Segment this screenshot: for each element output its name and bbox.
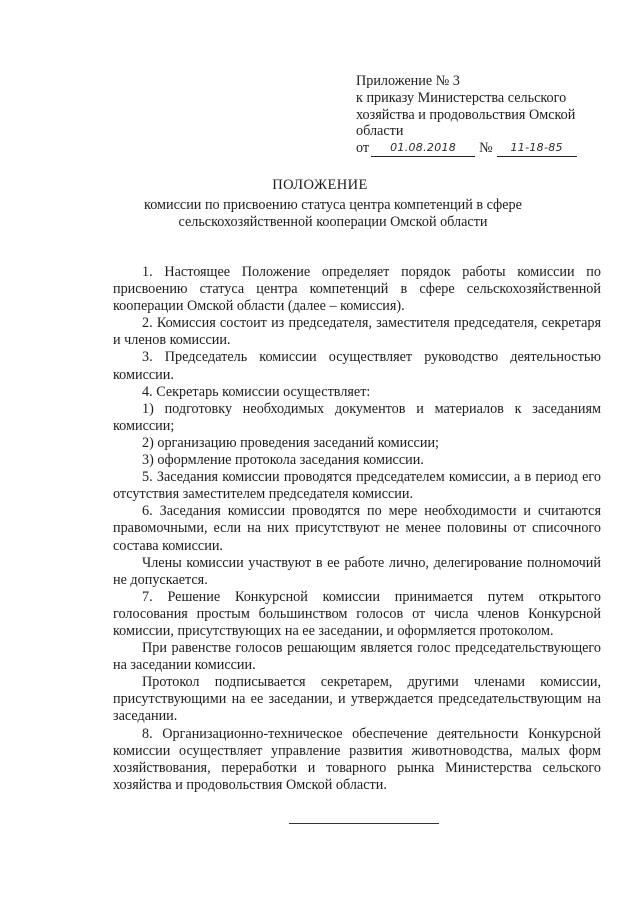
end-divider: [289, 823, 439, 824]
paragraph: Члены комиссии участвуют в ее работе лично, делегирование полномочий не допускается.: [113, 554, 601, 588]
appendix-line: хозяйства и продовольствия Омской: [356, 106, 576, 123]
paragraph: Протокол подписывается секретарем, другими членами комиссии, присутствующими на ее заседании, и утверждается председательствующим на заседании.: [113, 674, 601, 725]
paragraph: 6. Заседания комиссии проводятся по мере необходимости и считаются правомочными, если на них присутствуют не менее половины от списочного состава комиссии.: [113, 503, 601, 554]
paragraph: 2. Комиссия состоит из председателя, заместителя председателя, секретаря и членов комиссии.: [113, 315, 601, 349]
paragraph: 1. Настоящее Положение определяет порядок работы комиссии по присвоению статуса центра компетенций в сфере сельскохозяйственной кооперации Омской области (далее – комиссия).: [113, 264, 601, 315]
document-subtitle: комиссии по присвоению статуса центра компетенций в сфере сельскохозяйственной кооперации Омской области: [144, 197, 522, 230]
paragraph: 3) оформление протокола заседания комиссии.: [142, 452, 424, 469]
paragraph: 4. Секретарь комиссии осуществляет:: [142, 383, 371, 400]
order-number-handwritten: 11-18-85: [497, 141, 577, 157]
date-prefix: от: [356, 140, 370, 157]
number-sign: №: [479, 140, 493, 157]
appendix-number: Приложение № 3: [356, 73, 460, 89]
order-date-number-row: [356, 140, 616, 157]
appendix-line: области: [356, 123, 404, 140]
paragraph: 7. Решение Конкурсной комиссии принимается путем открытого голосования простым большинством голосов от числа членов Конкурсной комиссии, присутствующих на ее заседании, и оформляется протоколом.: [113, 588, 601, 639]
order-date-handwritten: 01.08.2018: [371, 141, 475, 157]
paragraph: 8. Организационно-техническое обеспечение деятельности Конкурсной комиссии осуществляет управление развития животноводства, малых форм хозяйствования, переработки и товарного рынка Министерства сельского хозяйства и продовольствия Омской области.: [113, 725, 601, 793]
appendix-line: к приказу Министерства сельского: [356, 89, 567, 106]
paragraph: 1) подготовку необходимых документов и материалов к заседаниям комиссии;: [113, 400, 601, 434]
document-title: ПОЛОЖЕНИЕ: [272, 177, 368, 193]
paragraph: 3. Председатель комиссии осуществляет руководство деятельностью комиссии.: [113, 349, 601, 383]
document-body: [113, 264, 601, 794]
appendix-header: [356, 73, 616, 157]
paragraph: 5. Заседания комиссии проводятся председателем комиссии, а в период его отсутствия заместителем председателя комиссии.: [113, 469, 601, 503]
paragraph: При равенстве голосов решающим является голос председательствующего на заседании комиссии.: [113, 640, 601, 674]
paragraph: 2) организацию проведения заседаний комиссии;: [142, 434, 439, 451]
